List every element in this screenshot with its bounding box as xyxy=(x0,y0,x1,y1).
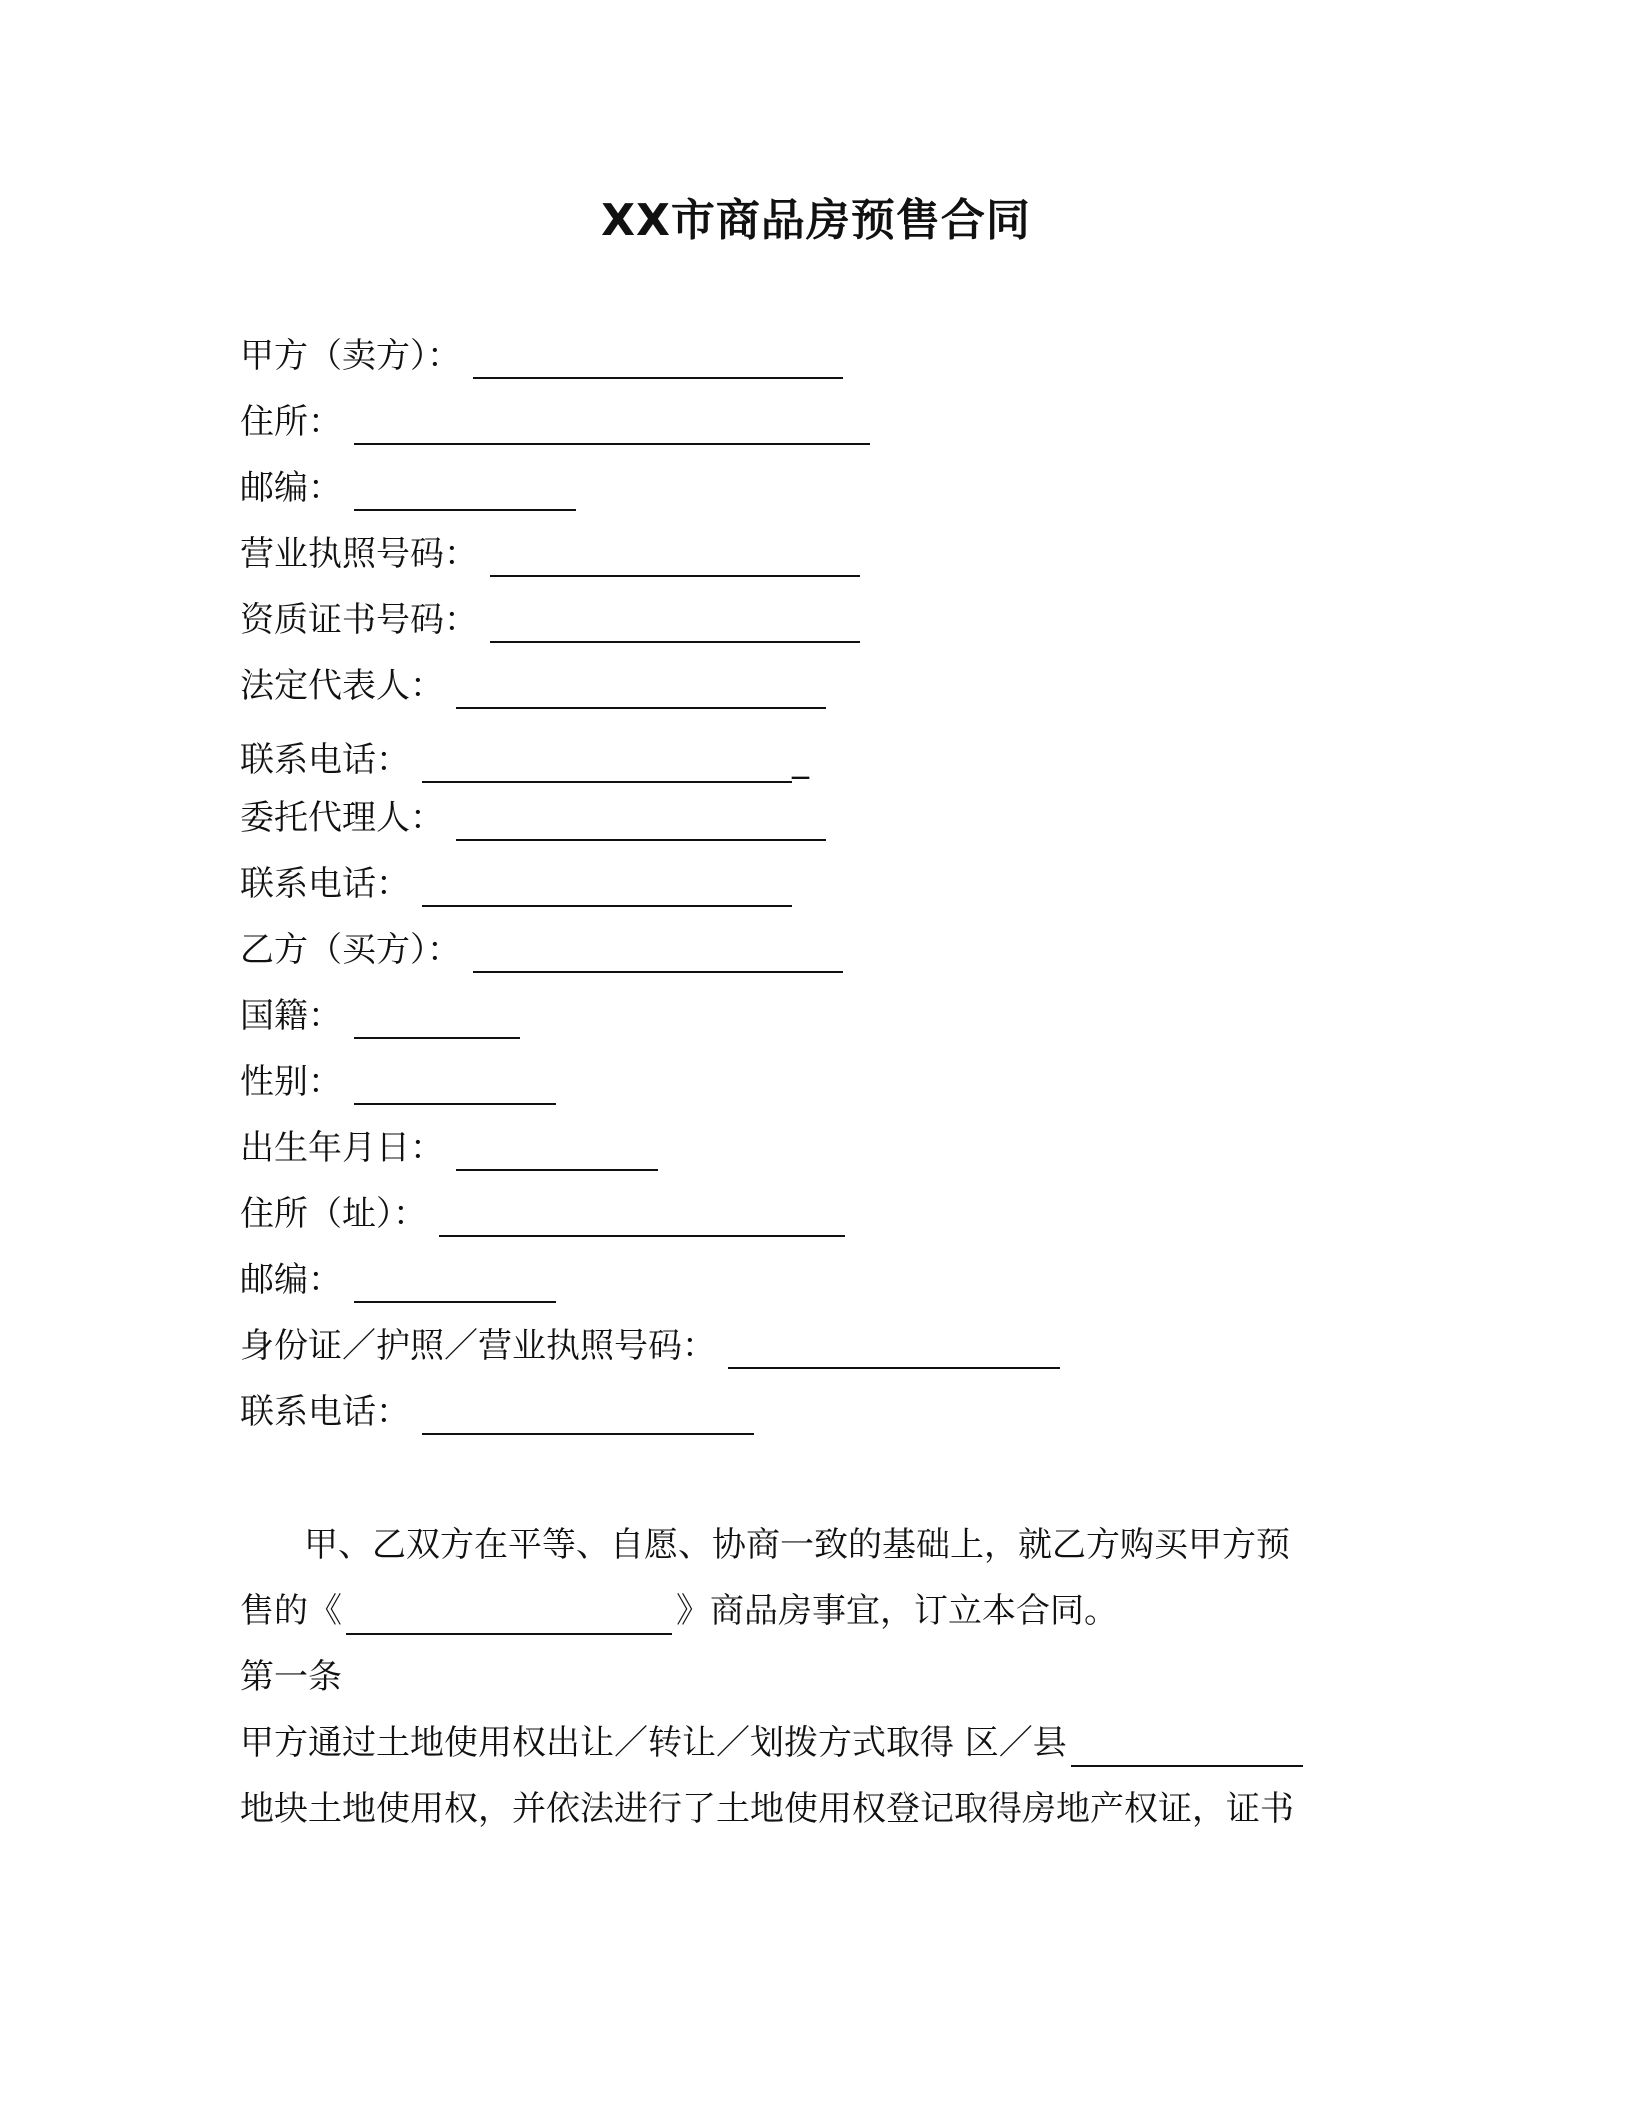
field-label: 乙方（买方）： xyxy=(240,930,461,970)
fill-blank[interactable] xyxy=(354,1055,556,1105)
fill-blank[interactable] xyxy=(422,857,792,907)
field-label: 住所（址）： xyxy=(240,1194,427,1234)
fill-blank[interactable] xyxy=(422,1385,754,1435)
field-label: 联系电话： xyxy=(240,740,410,780)
field-seller xyxy=(240,329,843,383)
fill-blank[interactable] xyxy=(473,329,843,379)
land-parcel-blank[interactable] xyxy=(1071,1713,1303,1767)
intro-paragraph-line2 xyxy=(240,1581,1118,1641)
field-buyer-phone xyxy=(240,1385,754,1439)
article-text: 甲方通过土地使用权出让／转让／划拨方式取得 区／县 xyxy=(240,1723,1067,1763)
fill-blank[interactable] xyxy=(473,923,843,973)
field-nationality xyxy=(240,989,520,1043)
field-label: 法定代表人： xyxy=(240,666,444,706)
document-title: XX市商品房预售合同 xyxy=(601,195,1031,246)
field-business-license xyxy=(240,527,860,581)
field-id-number xyxy=(240,1319,1060,1373)
field-buyer xyxy=(240,923,843,977)
intro-paragraph-line1: 甲、乙双方在平等、自愿、协商一致的基础上，就乙方购买甲方预 xyxy=(304,1525,1290,1565)
field-seller-phone xyxy=(240,733,809,787)
field-label: 联系电话： xyxy=(240,864,410,904)
field-seller-address xyxy=(240,395,870,449)
fill-blank[interactable] xyxy=(728,1319,1060,1369)
field-legal-representative xyxy=(240,659,826,713)
field-label: 甲方（卖方）： xyxy=(240,336,461,376)
fill-blank[interactable] xyxy=(456,1121,658,1171)
fill-blank[interactable] xyxy=(422,733,792,783)
field-label: 性别： xyxy=(240,1062,342,1102)
field-label: 国籍： xyxy=(240,996,342,1036)
fill-blank[interactable] xyxy=(456,791,826,841)
fill-blank[interactable] xyxy=(456,659,826,709)
field-gender xyxy=(240,1055,556,1109)
fill-blank[interactable] xyxy=(490,593,860,643)
field-tail: _ xyxy=(792,740,809,780)
field-label: 资质证书号码： xyxy=(240,600,478,640)
fill-blank[interactable] xyxy=(490,527,860,577)
fill-blank[interactable] xyxy=(354,989,520,1039)
field-agent xyxy=(240,791,826,845)
intro-text-before: 售的《 xyxy=(240,1591,342,1631)
field-buyer-postcode xyxy=(240,1253,556,1307)
fill-blank[interactable] xyxy=(354,461,576,511)
field-birthdate xyxy=(240,1121,658,1175)
fill-blank[interactable] xyxy=(354,395,870,445)
field-label: 联系电话： xyxy=(240,1392,410,1432)
fill-blank[interactable] xyxy=(439,1187,845,1237)
field-label: 出生年月日： xyxy=(240,1128,444,1168)
intro-text-after: 》商品房事宜，订立本合同。 xyxy=(676,1591,1118,1631)
field-label: 营业执照号码： xyxy=(240,534,478,574)
field-qualification-cert xyxy=(240,593,860,647)
field-label: 邮编： xyxy=(240,1260,342,1300)
field-agent-phone xyxy=(240,857,792,911)
article-heading: 第一条 xyxy=(240,1657,342,1697)
article-line1 xyxy=(240,1713,1307,1773)
field-seller-postcode xyxy=(240,461,576,515)
field-label: 住所： xyxy=(240,402,342,442)
article-line2: 地块土地使用权，并依法进行了土地使用权登记取得房地产权证，证书 xyxy=(240,1789,1294,1829)
field-buyer-address xyxy=(240,1187,845,1241)
fill-blank[interactable] xyxy=(354,1253,556,1303)
field-label: 邮编： xyxy=(240,468,342,508)
project-name-blank[interactable] xyxy=(346,1581,672,1635)
field-label: 委托代理人： xyxy=(240,798,444,838)
field-label: 身份证／护照／营业执照号码： xyxy=(240,1326,716,1366)
